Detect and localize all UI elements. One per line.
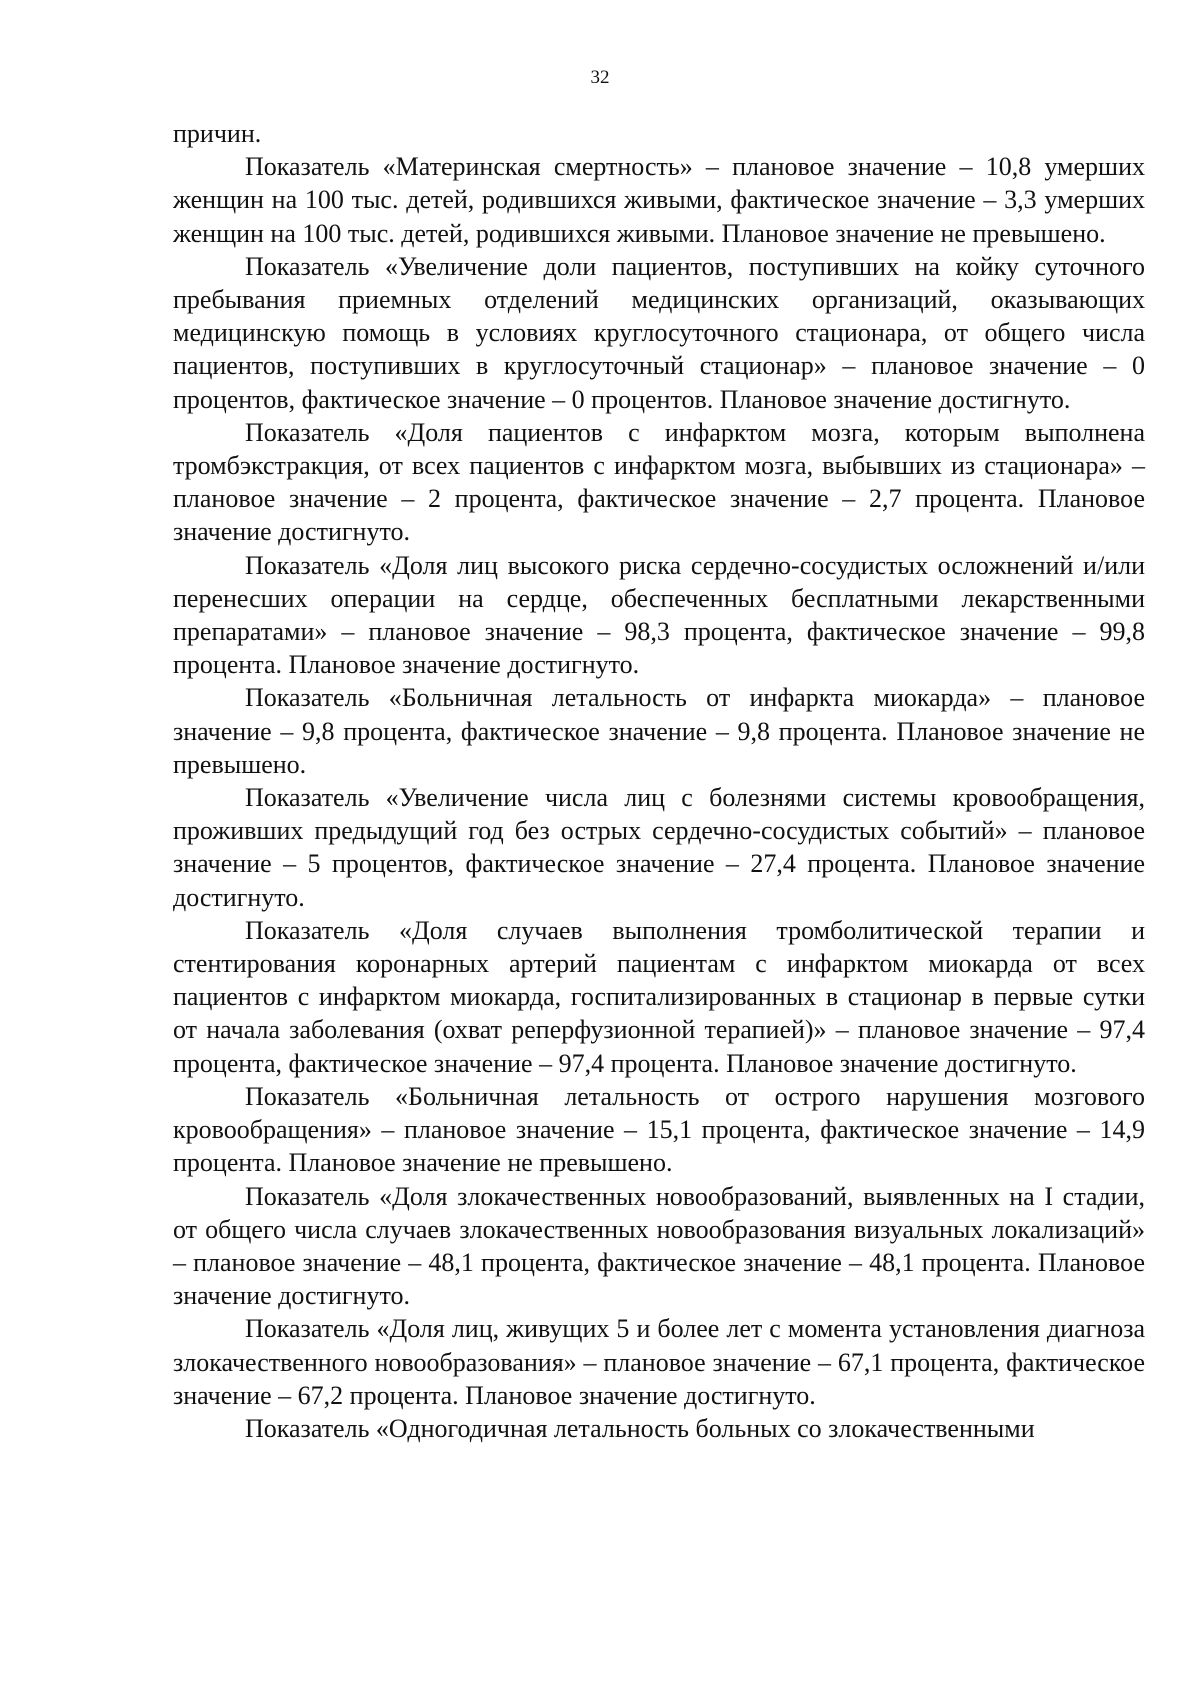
paragraph-continuation: причин. [173,119,262,148]
page-number: 32 [590,67,610,88]
paragraph-myocardial-infarction-mortality: Показатель «Больничная летальность от инфаркта миокарда» – плановое значение – 9,8 процента, фактическое значение – 9,8 процента. Плановое значение не превышено. [173,683,1145,779]
paragraph-admission-bed-share: Показатель «Увеличение доли пациентов, поступивших на койку суточного пребывания приемных отделений медицинских организаций, оказывающих медицинскую помощь в условиях круглосуточного стационара, от общего числа пациентов, поступивших в круглосуточный стационар» – плановое значение – 0 процентов, фактическое значение – 0 процентов. Плановое значение достигнуто. [173,251,1145,414]
paragraph-reperfusion-therapy: Показатель «Доля случаев выполнения тромболитической терапии и стентирования коронарных артерий пациентам с инфарктом миокарда от всех пациентов с инфарктом миокарда, госпитализированных в стационар в первые сутки от начала заболевания (охват реперфузионной терапией)» – плановое значение – 97,4 процента, фактическое значение – 97,4 процента. Плановое значение достигнуто. [173,915,1145,1078]
paragraph-thrombectomy-share: Показатель «Доля пациентов с инфарктом мозга, которым выполнена тромбэкстракция, от всех пациентов с инфарктом мозга, выбывших из стационара» – плановое значение – 2 процента, фактическое значение – 2,7 процента. Плановое значение достигнуто. [173,417,1145,547]
body-text [173,117,1145,1445]
paragraph-cardiovascular-event-free: Показатель «Увеличение числа лиц с болезнями системы кровообращения, проживших предыдущий год без острых сердечно-сосудистых событий» – плановое значение – 5 процентов, фактическое значение – 27,4 процента. Плановое значение достигнуто. [173,783,1145,912]
paragraph-early-stage-cancer: Показатель «Доля злокачественных новообразований, выявленных на I стадии, от общего числа случаев злокачественных новообразования визуальных локализаций» – плановое значение – 48,1 процента, фактическое значение – 48,1 процента. Плановое значение достигнуто. [173,1181,1145,1311]
paragraph-free-medication-share: Показатель «Доля лиц высокого риска сердечно-сосудистых осложнений и/или перенесших операции на сердце, обеспеченных бесплатными лекарственными препаратами» – плановое значение – 98,3 процента, фактическое значение – 99,8 процента. Плановое значение достигнуто. [173,550,1145,680]
paragraph-one-year-mortality: Показатель «Одногодичная летальность больных со злокачественными [245,1413,1035,1443]
paragraph-maternal-mortality: Показатель «Материнская смертность» – плановое значение – 10,8 умерших женщин на 100 тыс. детей, родившихся живыми, фактическое значение – 3,3 умерших женщин на 100 тыс. детей, родившихся живыми. Плановое значение не превышено. [173,152,1145,248]
paragraph-stroke-mortality: Показатель «Больничная летальность от острого нарушения мозгового кровообращения» – плановое значение – 15,1 процента, фактическое значение – 14,9 процента. Плановое значение не превышено. [173,1081,1145,1178]
paragraph-five-year-survival: Показатель «Доля лиц, живущих 5 и более лет с момента установления диагноза злокачественного новообразования» – плановое значение – 67,1 процента, фактическое значение – 67,2 процента. Плановое значение достигнуто. [173,1314,1145,1410]
